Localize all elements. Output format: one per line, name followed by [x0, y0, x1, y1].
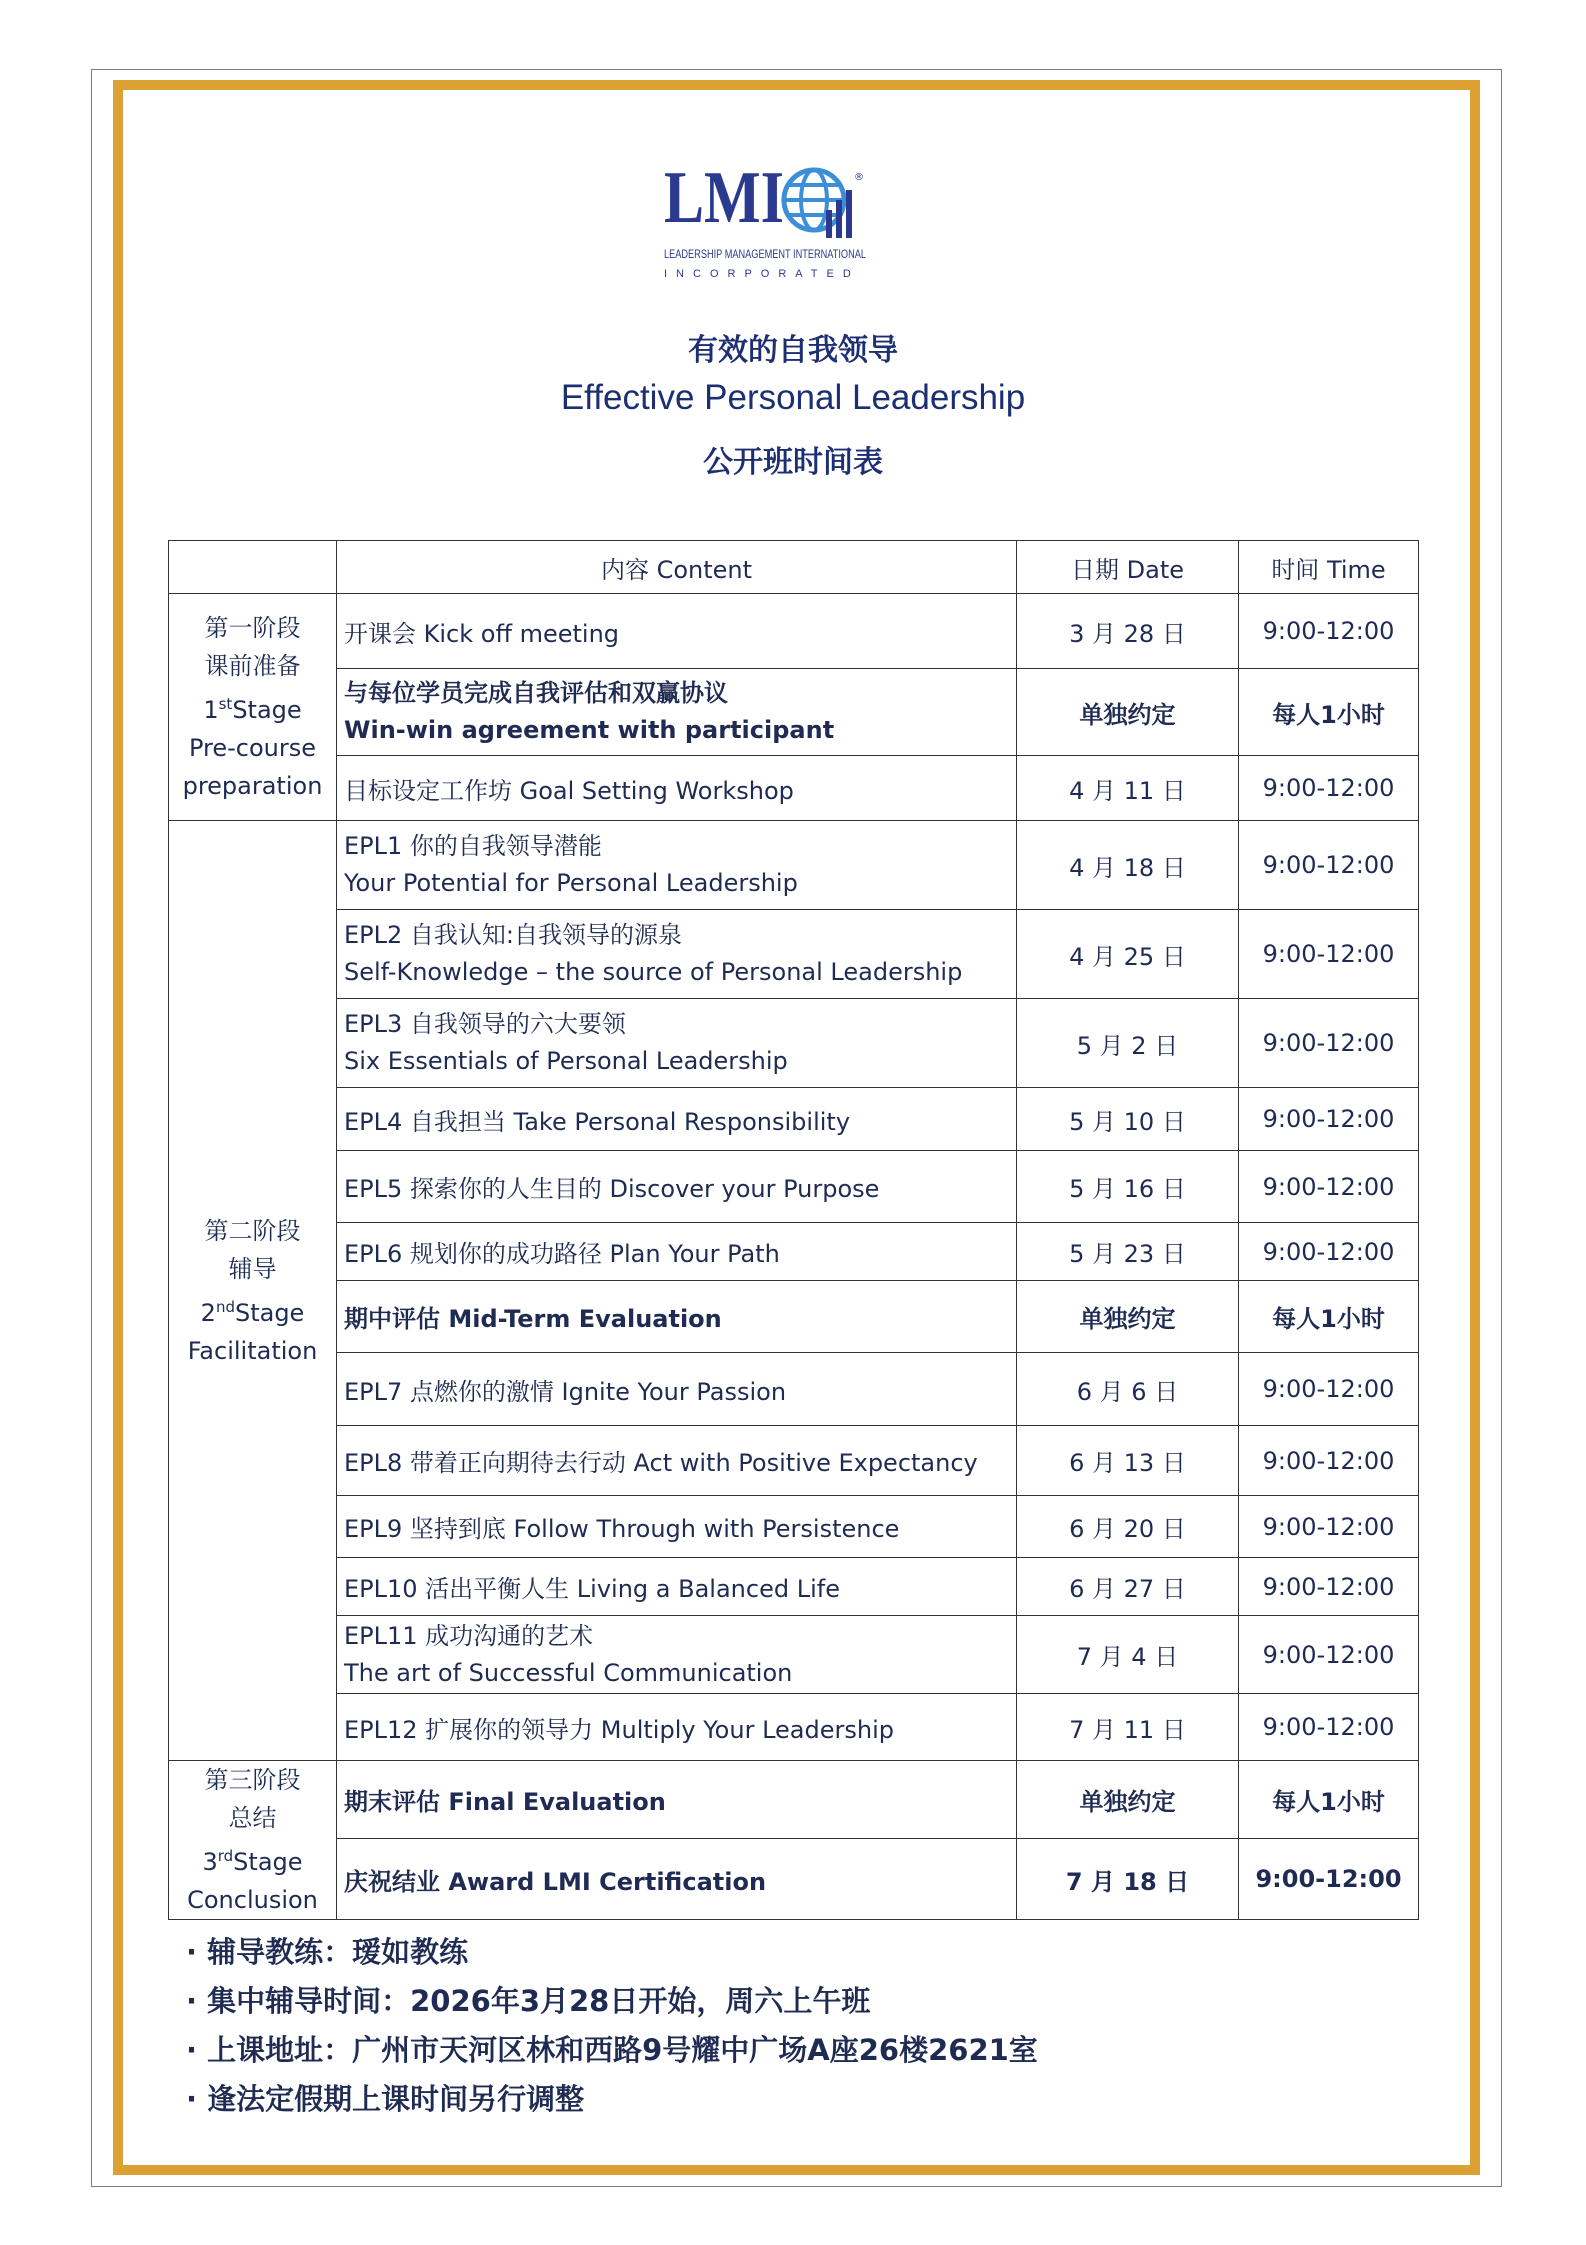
- table-row: [169, 1353, 1419, 1426]
- row-date: 7 月 11 日: [1017, 1694, 1239, 1761]
- row-time: 每人1小时: [1239, 1281, 1419, 1353]
- row-content: EPL7 点燃你的激情 Ignite Your Passion: [337, 1353, 1017, 1426]
- row-date: 5 月 10 日: [1017, 1088, 1239, 1151]
- row-time: 9:00-12:00: [1239, 1426, 1419, 1496]
- table-row: [169, 821, 1419, 910]
- logo-mark: LMI: [664, 157, 784, 239]
- header-content: 内容 Content: [337, 541, 1017, 594]
- row-content: EPL5 探索你的人生目的 Discover your Purpose: [337, 1151, 1017, 1223]
- table-row: [169, 594, 1419, 669]
- globe-icon: [784, 170, 852, 238]
- row-date: 6 月 6 日: [1017, 1353, 1239, 1426]
- row-content: 期中评估 Mid-Term Evaluation: [337, 1281, 1017, 1353]
- schedule-table: [168, 540, 1419, 1920]
- row-content: EPL9 坚持到底 Follow Through with Persistence: [337, 1496, 1017, 1558]
- row-content: EPL2 自我认知:自我领导的源泉 Self-Knowledge – the source of Personal Leadership: [337, 910, 1017, 999]
- row-content: EPL11 成功沟通的艺术 The art of Successful Communication: [337, 1616, 1017, 1694]
- row-date: 4 月 18 日: [1017, 821, 1239, 910]
- row-content: 期末评估 Final Evaluation: [337, 1761, 1017, 1839]
- note-address: · 上课地址：广州市天河区林和西路9号耀中广场A座26楼2621室: [186, 2033, 1038, 2067]
- row-time: 9:00-12:00: [1239, 999, 1419, 1088]
- row-time: 9:00-12:00: [1239, 1223, 1419, 1281]
- title-english: Effective Personal Leadership: [560, 378, 1026, 417]
- row-date: 6 月 27 日: [1017, 1558, 1239, 1616]
- row-time: 每人1小时: [1239, 669, 1419, 756]
- row-time: 9:00-12:00: [1239, 1694, 1419, 1761]
- table-row: [169, 1151, 1419, 1223]
- header-stage: [169, 541, 337, 594]
- row-date: 5 月 2 日: [1017, 999, 1239, 1088]
- row-date: 3 月 28 日: [1017, 594, 1239, 669]
- logo-line2: INCORPORATED: [664, 268, 860, 280]
- table-row: [169, 1496, 1419, 1558]
- row-content: EPL3 自我领导的六大要领 Six Essentials of Personal Leadership: [337, 999, 1017, 1088]
- table-row: [169, 1558, 1419, 1616]
- row-time: 9:00-12:00: [1239, 821, 1419, 910]
- registered-mark: ®: [854, 172, 864, 183]
- row-date: 单独约定: [1017, 1281, 1239, 1353]
- table-row: [169, 1761, 1419, 1839]
- logo-line1: LEADERSHIP MANAGEMENT INTERNATIONAL: [664, 247, 867, 261]
- row-time: 9:00-12:00: [1239, 1151, 1419, 1223]
- table-row: [169, 1616, 1419, 1694]
- row-content: 与每位学员完成自我评估和双赢协议 Win-win agreement with participant: [337, 669, 1017, 756]
- row-date: 4 月 25 日: [1017, 910, 1239, 999]
- table-row: [169, 1088, 1419, 1151]
- row-time: 9:00-12:00: [1239, 756, 1419, 821]
- header-time: 时间 Time: [1239, 541, 1419, 594]
- row-time: 9:00-12:00: [1239, 1839, 1419, 1920]
- row-date: 7 月 18 日: [1017, 1839, 1239, 1920]
- table-row: [169, 1839, 1419, 1920]
- row-date: 4 月 11 日: [1017, 756, 1239, 821]
- row-date: 7 月 4 日: [1017, 1616, 1239, 1694]
- row-time: 9:00-12:00: [1239, 594, 1419, 669]
- header-date: 日期 Date: [1017, 541, 1239, 594]
- row-time: 9:00-12:00: [1239, 910, 1419, 999]
- table-row: [169, 1694, 1419, 1761]
- row-date: 5 月 23 日: [1017, 1223, 1239, 1281]
- stage-1-cell: 第一阶段 课前准备 1stStage Pre-course preparation: [169, 594, 337, 821]
- table-row: [169, 1281, 1419, 1353]
- row-time: 9:00-12:00: [1239, 1496, 1419, 1558]
- title-chinese: 有效的自我领导: [688, 333, 898, 368]
- header-row: [169, 541, 1419, 594]
- row-date: 单独约定: [1017, 1761, 1239, 1839]
- row-content: EPL10 活出平衡人生 Living a Balanced Life: [337, 1558, 1017, 1616]
- row-date: 6 月 20 日: [1017, 1496, 1239, 1558]
- table-row: [169, 910, 1419, 999]
- row-content: EPL1 你的自我领导潜能 Your Potential for Personal Leadership: [337, 821, 1017, 910]
- row-time: 9:00-12:00: [1239, 1558, 1419, 1616]
- row-content: EPL8 带着正向期待去行动 Act with Positive Expectancy: [337, 1426, 1017, 1496]
- row-date: 单独约定: [1017, 669, 1239, 756]
- stage-3-cell: 第三阶段 总结 3rdStage Conclusion: [169, 1761, 337, 1920]
- row-date: 6 月 13 日: [1017, 1426, 1239, 1496]
- row-time: 9:00-12:00: [1239, 1088, 1419, 1151]
- row-content: 开课会 Kick off meeting: [337, 594, 1017, 669]
- note-coach: · 辅导教练：瑷如教练: [186, 1935, 469, 1969]
- table-row: [169, 1223, 1419, 1281]
- notes-list: [186, 1928, 1038, 2124]
- table-row: [169, 999, 1419, 1088]
- row-content: EPL12 扩展你的领导力 Multiply Your Leadership: [337, 1694, 1017, 1761]
- row-date: 5 月 16 日: [1017, 1151, 1239, 1223]
- row-time: 9:00-12:00: [1239, 1353, 1419, 1426]
- table-row: [169, 1426, 1419, 1496]
- note-holiday: · 逢法定假期上课时间另行调整: [186, 2082, 585, 2116]
- row-time: 9:00-12:00: [1239, 1616, 1419, 1694]
- table-row: [169, 756, 1419, 821]
- row-content: EPL6 规划你的成功路径 Plan Your Path: [337, 1223, 1017, 1281]
- row-content: 目标设定工作坊 Goal Setting Workshop: [337, 756, 1017, 821]
- row-time: 每人1小时: [1239, 1761, 1419, 1839]
- row-content: 庆祝结业 Award LMI Certification: [337, 1839, 1017, 1920]
- note-schedule: · 集中辅导时间：2026年3月28日开始，周六上午班: [186, 1984, 871, 2018]
- title-subtitle: 公开班时间表: [703, 445, 883, 480]
- stage-2-cell: 第二阶段 辅导 2ndStage Facilitation: [169, 821, 337, 1761]
- lmi-logo: [662, 157, 872, 300]
- table-row: [169, 669, 1419, 756]
- row-content: EPL4 自我担当 Take Personal Responsibility: [337, 1088, 1017, 1151]
